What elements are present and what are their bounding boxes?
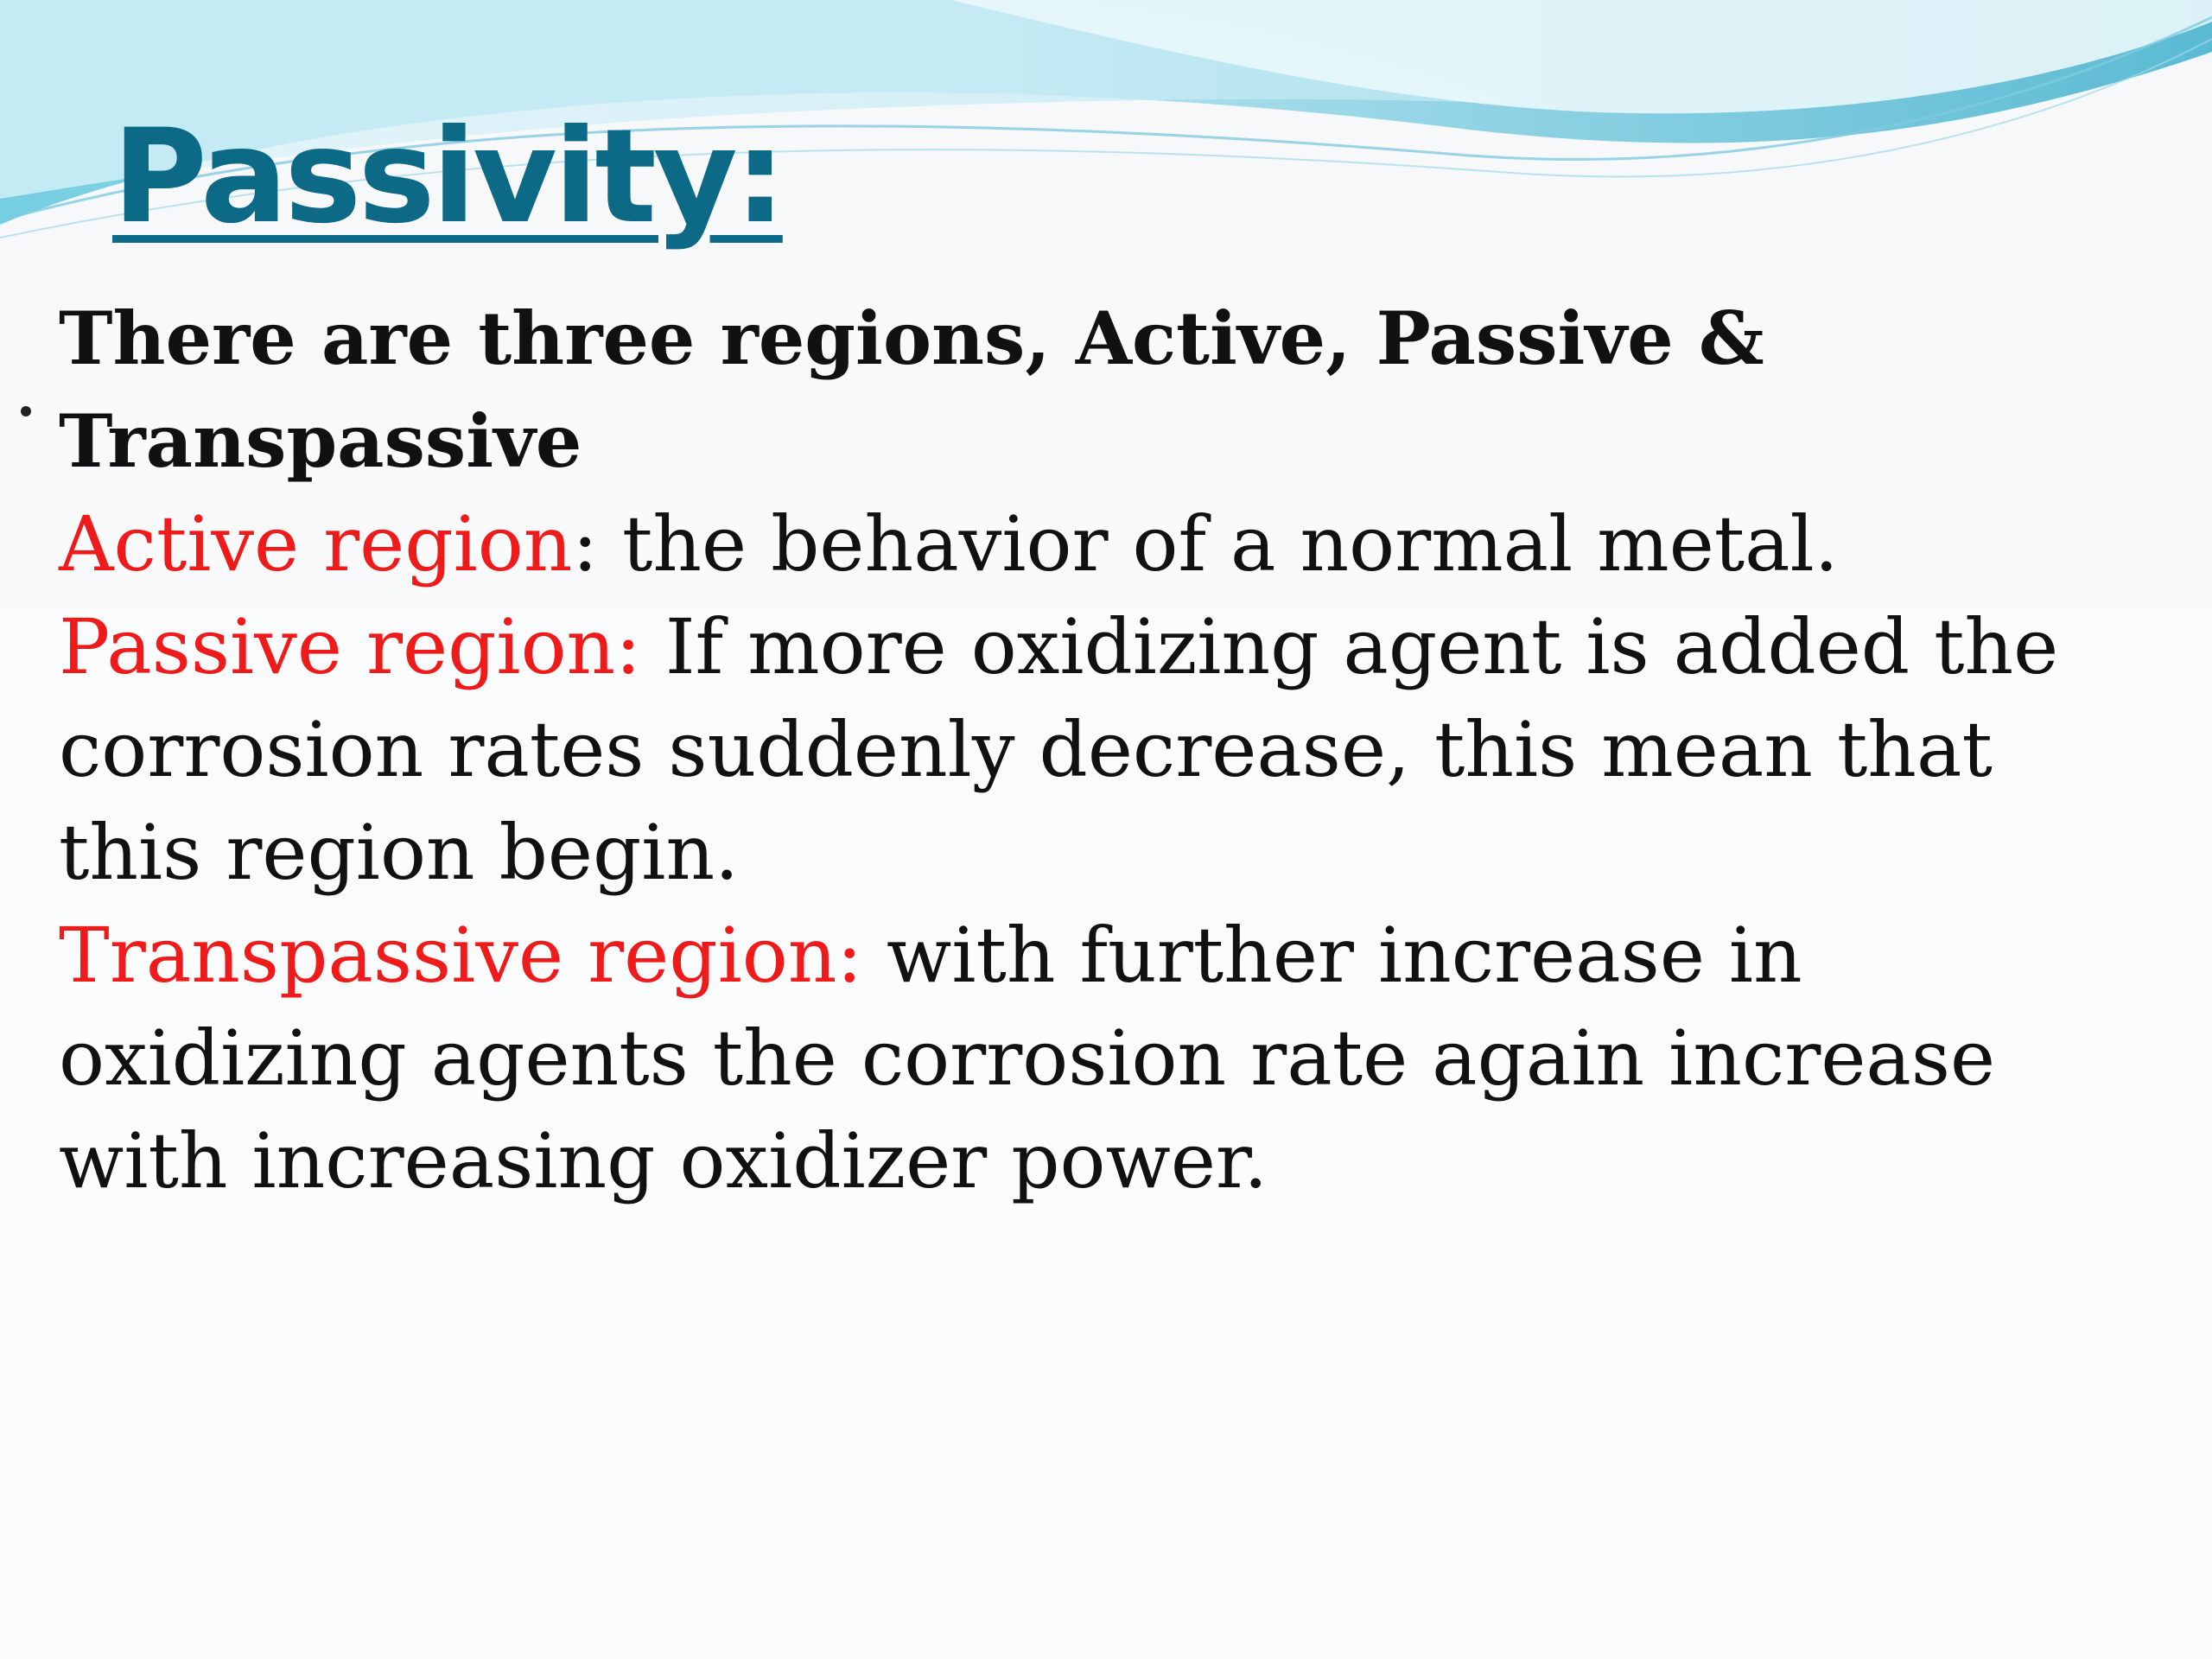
bullet-dot	[21, 406, 31, 416]
active-region-item	[59, 493, 2150, 595]
intro-text: There are three regions, Active, Passive & Transpassive	[59, 296, 1764, 484]
transpassive-region-text: with further increase in oxidizing agents the corrosion rate again increase with increasing oxidizer power.	[59, 911, 1996, 1205]
transpassive-region-term: Transpassive region:	[59, 911, 863, 1000]
passive-region-item	[59, 595, 2150, 904]
slide-body	[59, 287, 2150, 1212]
active-region-term: Active region	[59, 499, 573, 588]
transpassive-region-item	[59, 904, 2150, 1212]
page-title: Passivity:	[112, 102, 783, 252]
passive-region-term: Passive region:	[59, 602, 641, 691]
active-region-text: : the behavior of a normal metal.	[572, 499, 1839, 588]
passive-region-text: If more oxidizing agent is added the corrosion rates suddenly decrease, this mean that this region begin.	[59, 602, 2059, 897]
